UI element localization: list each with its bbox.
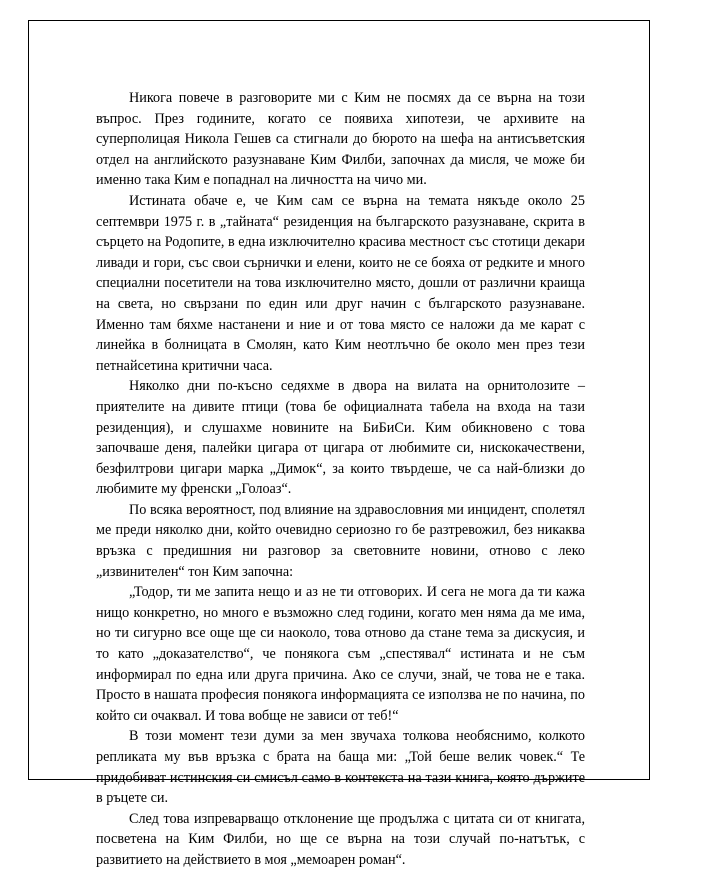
paragraph-4: По всяка вероятност, под влияние на здравословния ми инцидент, сполетял ме преди няколко дни, който очевидно сериозно го бе разтревожил, без никаква връзка с предишния ни разговор за световните новини, отново с леко „извинителен“ тон Ким започна: — [96, 501, 585, 580]
paragraph-2: Истината обаче е, че Ким сам се върна на темата някъде около 25 септември 1975 г. в „тайната“ резиденция на българското разузнаване, скрита в сърцето на Родопите, в една изключително красива местност със стотици декари ливади и гори, със свои сърнички и елени, които не се бояха от редките и много специални посетители на това изключително място, дошли от различни краища на света, но свързани по един или друг начин с българското разузнаване. Именно там бяхме настанени и ние и от това място се наложи да ме карат с линейка в болницата в Смолян, като Ким неотлъчно бе около мен през тези петнайсетина критични часа. — [96, 192, 585, 374]
document-body — [96, 88, 585, 871]
document-page — [28, 20, 650, 868]
paragraph-3: Няколко дни по-късно седяхме в двора на вилата на орнитолозите – приятелите на дивите птици (това бе официалната табела на входа на тази резиденция), и слушахме новините на БиБиСи. Ким обикновено с това започваше деня, палейки цигара от цигара от любимите си, нискокачествени, безфилтрови цигари марка „Димок“, за които твърдеше, че са най-близки до любимите му френски „Голоаз“. — [96, 378, 585, 498]
paragraph-1: Никога повече в разговорите ми с Ким не посмях да се върна на този въпрос. През годините, когато се появиха хипотези, че архивите на суперполицая Никола Гешев са стигнали до бюрото на шефа на антисъветския отдел на английското разузнаване Ким Филби, започнах да мисля, че може би именно така Ким е попаднал на личността на чичо ми. — [96, 90, 585, 189]
paragraph-5-quote: „Тодор, ти ме запита нещо и аз не ти отговорих. И сега не мога да ти кажа нищо конкретно, но много е възможно след години, когато мен няма да ме има, но ти сигурно все още ще си наоколо, това отново да стане тема за дискусия, и то като „доказателство“, че понякога съм „спестявал“ истината и не съм информирал по една или друга причина. Ако се случи, знай, че това не е така. Просто в нашата професия понякога информацията се използва не по начина, по който си очаквал. И това вобще не зависи от теб!“ — [96, 584, 585, 724]
paragraph-6: В този момент тези думи за мен звучаха толкова необяснимо, колкото репликата му във връзка с брата на баща ми: „Той беше велик човек.“ Те придобиват истинския си смисъл само в контекста на тази книга, която държите в ръцете си. — [96, 728, 585, 807]
paragraph-7: След това изпреварващо отклонение ще продължа с цитата си от книгата, посветена на Ким Филби, но ще се върна на този случай по-натътък, с развитието на действието в моя „мемоарен роман“. — [96, 810, 585, 868]
